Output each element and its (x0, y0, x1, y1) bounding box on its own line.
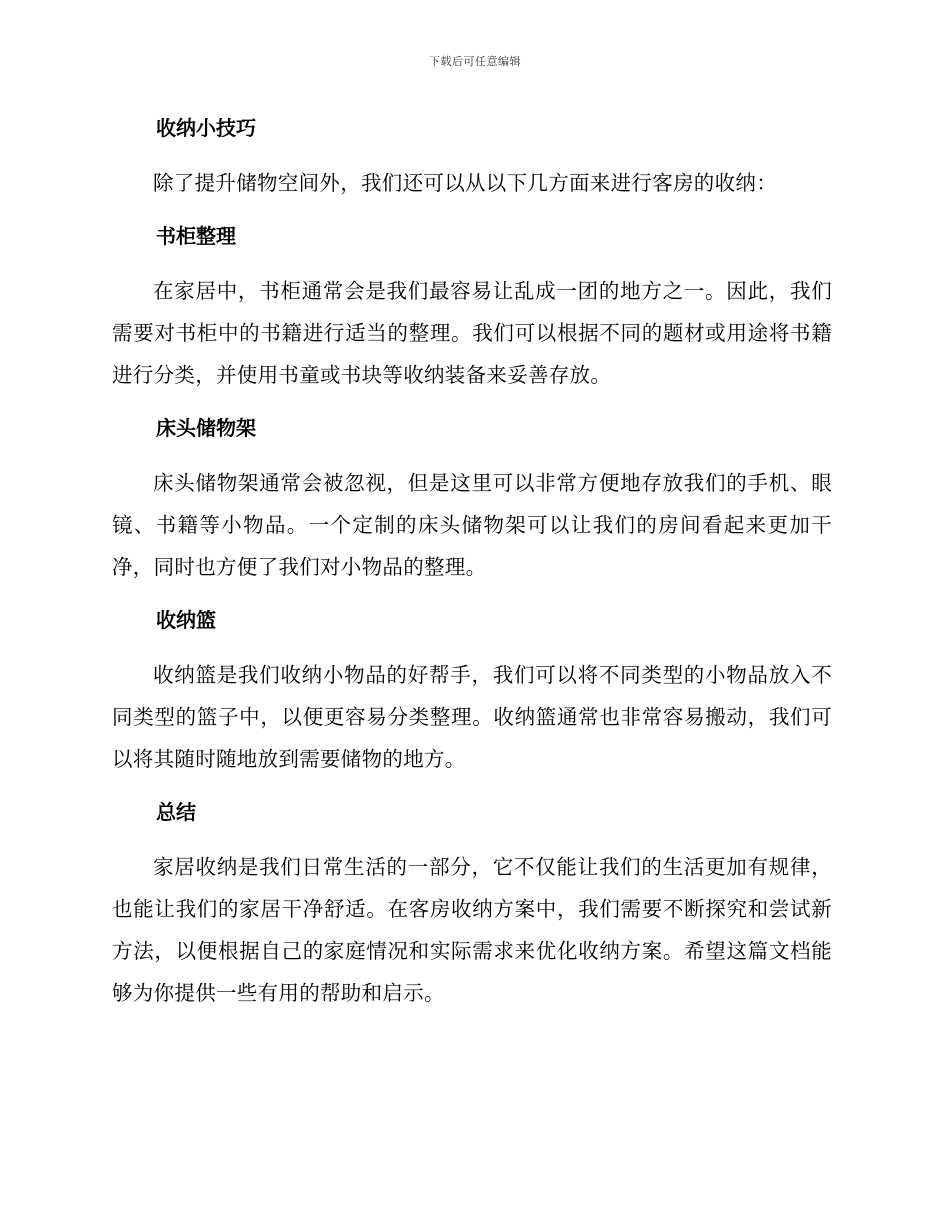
section-heading-summary: 总结 (156, 800, 196, 824)
section-paragraph-storage-tips: 除了提升储物空间外，我们还可以从以下几方面来进行客房的收纳： (153, 171, 777, 195)
page-header: 下载后可任意编辑 (429, 55, 521, 68)
section-paragraph-bedside-shelf: 床头储物架通常会被忽视，但是这里可以非常方便地存放我们的手机、眼镜、书籍等小物品。一个定制的床头储物架可以让我们的房间看起来更加干净，同时也方便了我们对小物品的整理。 (112, 471, 832, 579)
section-heading-storage-tips: 收纳小技巧 (156, 116, 256, 140)
section-heading-bedside-shelf: 床头储物架 (156, 416, 256, 440)
section-heading-bookcase: 书柜整理 (156, 224, 236, 248)
section-paragraph-bookcase: 在家居中，书柜通常会是我们最容易让乱成一团的地方之一。因此，我们需要对书柜中的书籍进行适当的整理。我们可以根据不同的题材或用途将书籍进行分类，并使用书童或书块等收纳装备来妥善存放。 (112, 279, 832, 387)
section-heading-storage-basket: 收纳篮 (156, 608, 216, 632)
section-paragraph-storage-basket: 收纳篮是我们收纳小物品的好帮手，我们可以将不同类型的小物品放入不同类型的篮子中，以便更容易分类整理。收纳篮通常也非常容易搬动，我们可以将其随时随地放到需要储物的地方。 (112, 663, 832, 771)
section-paragraph-summary: 家居收纳是我们日常生活的一部分，它不仅能让我们的生活更加有规律，也能让我们的家居干净舒适。在客房收纳方案中，我们需要不断探究和尝试新方法，以便根据自己的家庭情况和实际需求来优化收纳方案。希望这篇文档能够为你提供一些有用的帮助和启示。 (112, 855, 832, 1005)
document-body (112, 108, 832, 1014)
